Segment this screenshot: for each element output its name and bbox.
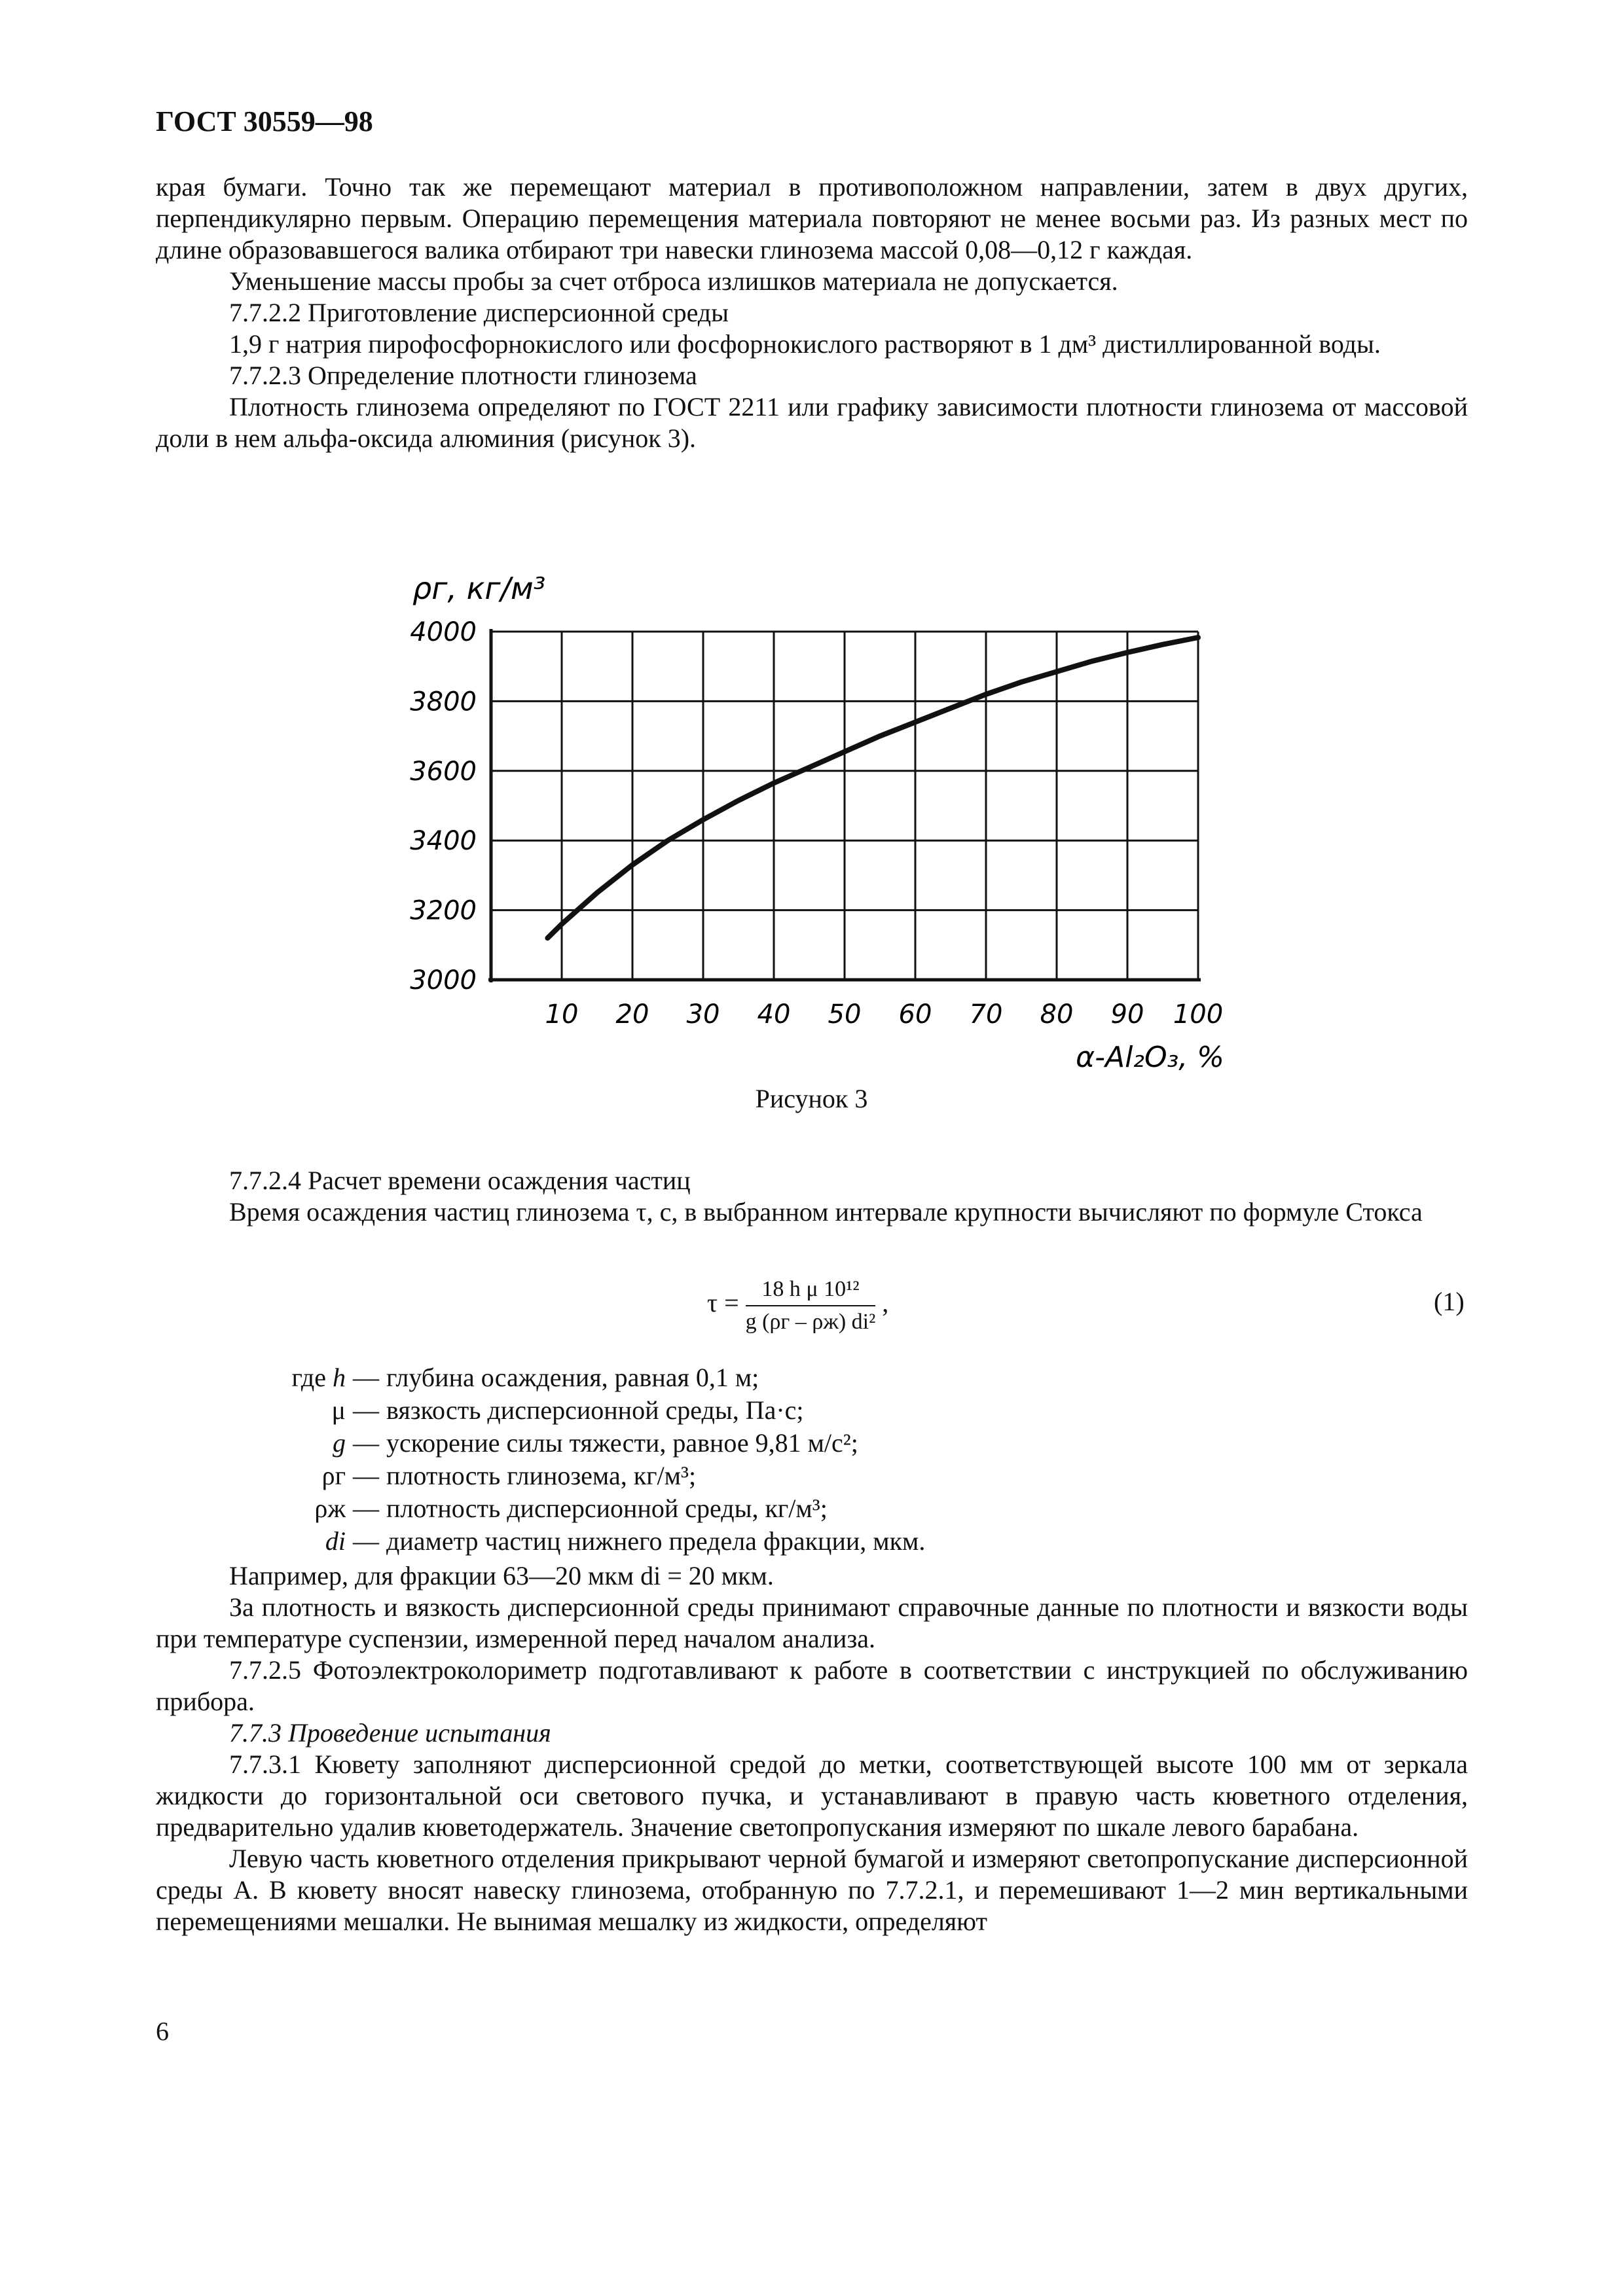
x-tick-label: 10 [545,999,579,1030]
paragraph: За плотность и вязкость дисперсионной среды принимают справочные данные по плотности и вязкости воды при температуре суспензии, измеренной перед началом анализа. [156,1592,1468,1653]
paragraph: Левую часть кюветного отделения прикрывают черной бумагой и измеряют светопропускание дисперсионной среды A. В кювету вносят навеску глинозема, отобранную по 7.7.2.1, и перемешивают 1—2 мин вертикальными перемещениями мешалки. Не вынимая мешалку из жидкости, определяют [156,1844,1468,1936]
where-lead: где [291,1363,326,1392]
section-heading: 7.7.2.2 Приготовление дисперсионной среды [229,298,729,327]
symbol: μ [331,1395,346,1425]
where-row [156,1492,925,1525]
y-tick-label: 4000 [410,617,477,647]
dash: — [353,1526,379,1556]
symbol: di [325,1526,346,1556]
symbol: h [333,1363,346,1392]
x-tick-label: 60 [898,999,932,1030]
mid-text-block [156,1165,1468,1228]
density-chart [393,547,1244,1070]
symbol-description: ускорение силы тяжести, равное 9,81 м/с²; [386,1428,858,1458]
where-row [156,1427,925,1460]
x-tick-label: 100 [1173,999,1224,1030]
density-curve [547,637,1198,938]
where-row [156,1394,925,1427]
y-tick-label: 3800 [410,687,477,717]
x-tick-label: 80 [1040,999,1074,1030]
paragraph: 7.7.2.5 Фотоэлектроколориметр подготавливают к работе в соответствии с инструкцией по обслуживанию прибора. [156,1655,1468,1716]
paragraph: края бумаги. Точно так же перемещают материал в противоположном направлении, затем в двух других, перпендикулярно первым. Операцию перемещения материала повторяют не менее восьми раз. Из разных мест по длине образовавшегося валика отбирают три навески глинозема массой 0,08—0,12 г каждая. [156,172,1468,264]
page-number: 6 [156,2017,169,2046]
where-row [156,1525,925,1558]
formula-numerator: 18 h μ 10¹² [746,1276,876,1306]
symbol-description: диаметр частиц нижнего предела фракции, мкм. [386,1526,926,1556]
y-tick-label: 3000 [410,965,477,996]
chart-grid [491,632,1198,980]
paragraph: Уменьшение массы пробы за счет отброса излишков материала не допускается. [229,266,1118,296]
formula-fraction [746,1276,876,1335]
dash: — [353,1363,379,1392]
formula-lhs: τ = [707,1288,739,1318]
formula-denominator: g (ρг – ρж) di² [745,1310,876,1334]
where-row [156,1361,925,1394]
paragraph: Например, для фракции 63—20 мкм di = 20 мкм. [229,1561,774,1590]
x-tick-label: 20 [615,999,649,1030]
section-heading: 7.7.2.3 Определение плотности глинозема [229,361,697,390]
equation-number: (1) [1434,1287,1465,1316]
y-tick-label: 3600 [410,756,477,787]
bottom-text-block [156,1560,1468,1937]
where-list [156,1361,925,1558]
paragraph: 1,9 г натрия пирофосфорнокислого или фосфорнокислого растворяют в 1 дм³ дистиллированной воды. [229,329,1381,359]
symbol: ρж [314,1494,346,1523]
symbol: g [333,1428,346,1458]
x-tick-label: 90 [1110,999,1144,1030]
symbol-description: плотность дисперсионной среды, кг/м³; [386,1494,828,1523]
dash: — [353,1428,379,1458]
y-tick-labels [410,617,477,996]
top-text-block [156,171,1468,454]
dash: — [353,1461,379,1490]
where-row [156,1460,925,1492]
paragraph: 7.7.3.1 Кювету заполняют дисперсионной средой до метки, соответствующей высоте 100 мм от зеркала жидкости до горизонтальной оси светового пучка, и устанавливают в правую часть кюветного отделения, предварительно удалив кюветодержатель. Значение светопропускания измеряют по шкале левого барабана. [156,1749,1468,1842]
symbol-description: плотность глинозема, кг/м³; [386,1461,697,1490]
y-tick-label: 3400 [410,826,477,857]
x-tick-labels [545,999,1224,1030]
x-axis-label: α-Al₂O₃, % [1076,1041,1224,1070]
figure-caption: Рисунок 3 [755,1084,868,1113]
x-tick-label: 40 [757,999,791,1030]
symbol: ρг [321,1461,346,1490]
paragraph: Плотность глинозема определяют по ГОСТ 2211 или графику зависимости плотности глинозема от массовой доли в нем альфа-оксида алюминия (рисунок 3). [156,392,1468,453]
dash: — [353,1395,379,1425]
section-heading: 7.7.2.4 Расчет времени осаждения частиц [229,1166,691,1195]
formula-trail: , [882,1288,889,1318]
x-tick-label: 70 [969,999,1003,1030]
document-header: ГОСТ 30559—98 [156,105,373,137]
stokes-formula [707,1276,888,1335]
x-tick-label: 30 [686,999,720,1030]
symbol-description: вязкость дисперсионной среды, Па·с; [386,1395,804,1425]
dash: — [353,1494,379,1523]
x-tick-label: 50 [828,999,862,1030]
y-axis-label: ρг, кг/м³ [412,571,546,606]
y-tick-label: 3200 [410,895,477,926]
symbol-description: глубина осаждения, равная 0,1 м; [386,1363,759,1392]
paragraph: Время осаждения частиц глинозема τ, с, в выбранном интервале крупности вычисляют по формуле Стокса [229,1197,1423,1227]
section-heading: 7.7.3 Проведение испытания [229,1718,551,1748]
